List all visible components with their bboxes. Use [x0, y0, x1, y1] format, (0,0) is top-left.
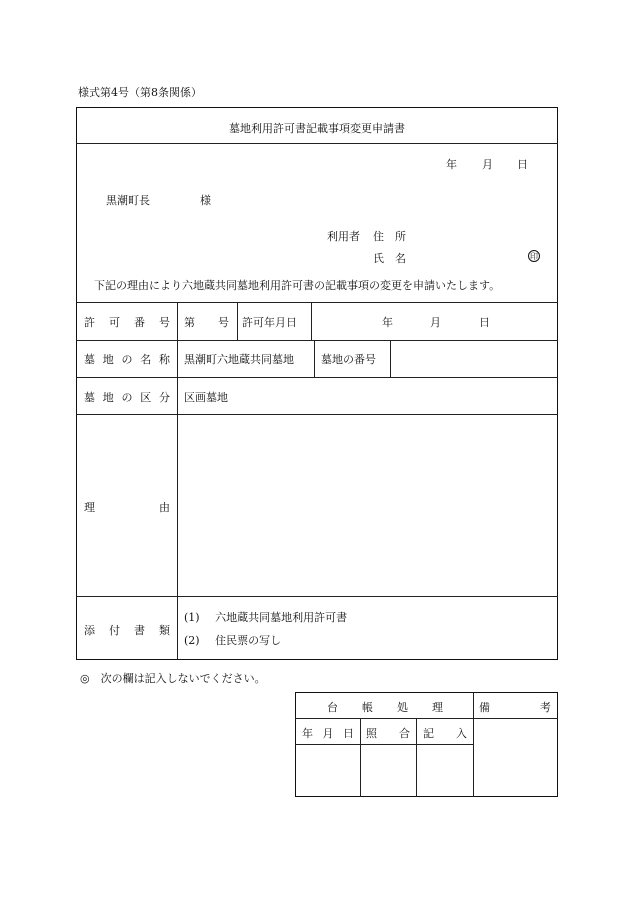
permit-date-day[interactable]: 日 — [479, 316, 490, 329]
row-divider — [76, 596, 558, 597]
applicant-name-label[interactable]: 氏 名 — [373, 252, 406, 265]
date-year[interactable]: 年 — [446, 158, 457, 171]
row-divider — [76, 414, 558, 415]
statement-text: 下記の理由により六地蔵共同墓地利用許可書の記載事項の変更を申請いたします。 — [94, 279, 501, 292]
permit-date-month[interactable]: 月 — [430, 316, 441, 329]
seal-icon: 印 — [530, 252, 538, 261]
attachment-num: (1) — [184, 611, 200, 624]
cemetery-name-value: 黒潮町六地蔵共同墓地 — [184, 353, 294, 366]
addressee-honorific: 様 — [200, 194, 211, 207]
office-subheader-divider — [295, 744, 473, 745]
date-month[interactable]: 月 — [482, 158, 493, 171]
cemetery-category-label: 墓 地 の 区 分 — [84, 391, 170, 404]
row-divider — [76, 377, 558, 378]
reason-label: 理 由 — [84, 501, 170, 514]
date-day[interactable]: 日 — [517, 158, 528, 171]
cemetery-number-label: 墓地の番号 — [321, 353, 376, 366]
cemetery-category-value: 区画墓地 — [184, 391, 228, 404]
cemetery-name-label: 墓 地 の 名 称 — [84, 353, 170, 366]
cell-divider — [237, 302, 238, 340]
attachment-item — [184, 609, 347, 625]
office-col-date: 年 月 日 — [302, 727, 354, 740]
office-col-divider — [416, 718, 417, 797]
attachment-num: (2) — [184, 634, 200, 647]
remarks-divider — [473, 692, 474, 797]
title-divider — [76, 143, 558, 144]
cell-divider — [311, 302, 312, 340]
attachments-label: 添 付 書 類 — [84, 624, 170, 637]
row-divider — [76, 302, 558, 303]
form-title: 墓地利用許可書記載事項変更申請書 — [229, 122, 405, 135]
row-divider — [76, 340, 558, 341]
cell-divider — [390, 340, 391, 377]
application-form — [76, 107, 558, 660]
office-col-verify: 照 合 — [366, 727, 410, 740]
ledger-header: 台 帳 処 理 — [327, 701, 443, 714]
remarks-header-divider — [473, 718, 558, 719]
form-id: 様式第4号（第8条関係） — [78, 86, 202, 99]
applicant-label: 利用者 — [327, 230, 360, 243]
permit-go: 号 — [218, 316, 229, 329]
label-column-divider — [177, 302, 178, 660]
permit-date-year[interactable]: 年 — [382, 316, 393, 329]
remarks-header: 備 考 — [479, 701, 551, 714]
attachment-text: 住民票の写し — [215, 634, 282, 647]
office-col-entry: 記 入 — [423, 727, 467, 740]
addressee-name: 黒潮町長 — [106, 194, 150, 207]
attachment-text: 六地蔵共同墓地利用許可書 — [215, 611, 348, 624]
cell-divider — [314, 340, 315, 377]
office-note: ◎ 次の欄は記入しないでください。 — [80, 672, 266, 685]
attachment-item — [184, 632, 281, 648]
office-col-divider — [360, 718, 361, 797]
office-header-divider — [295, 718, 473, 719]
applicant-address-label[interactable]: 住 所 — [373, 230, 406, 243]
permit-date-label: 許可年月日 — [242, 316, 297, 329]
permit-number-label: 許 可 番 号 — [84, 316, 170, 329]
permit-dai: 第 — [184, 316, 195, 329]
